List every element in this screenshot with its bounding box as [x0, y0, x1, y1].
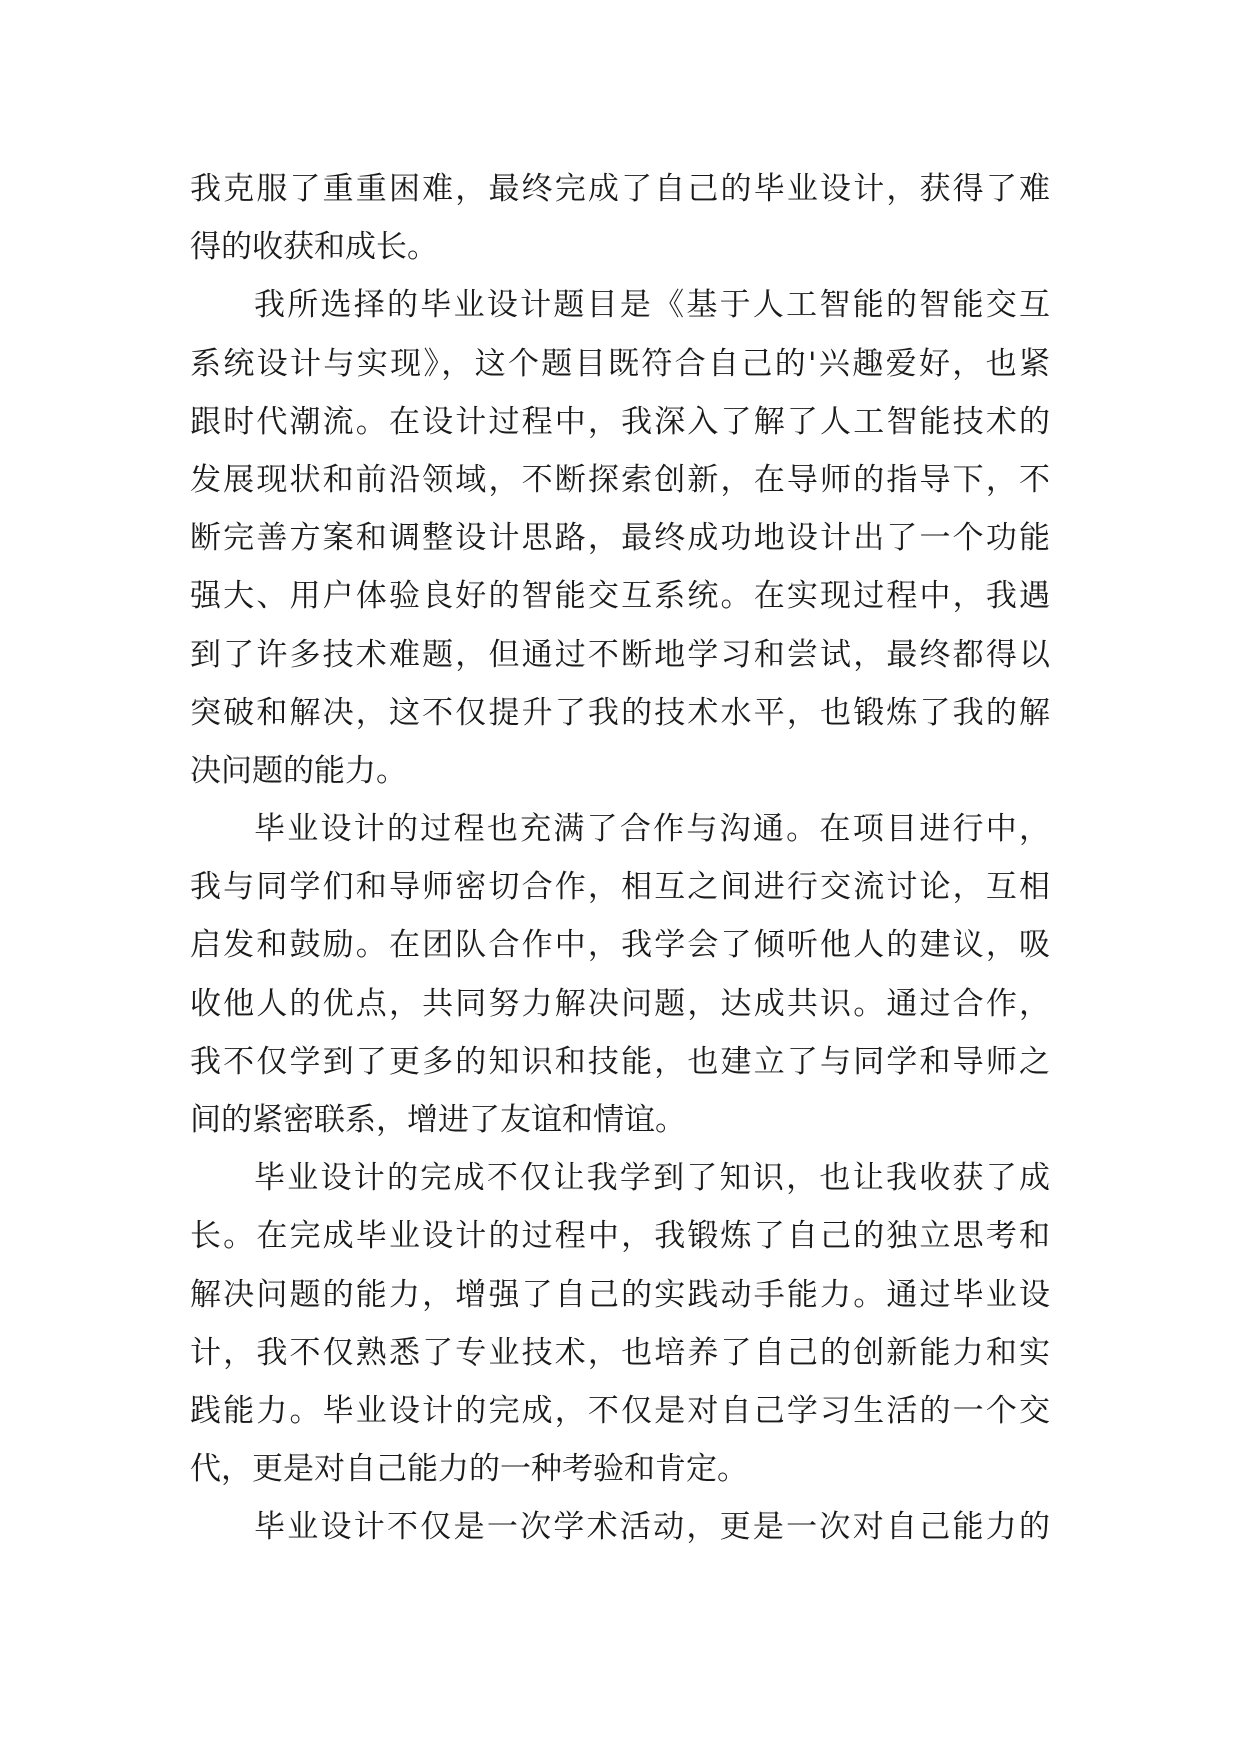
body-text	[190, 160, 1050, 1557]
text-line: 解决问题的能力，增强了自己的实践动手能力。通过毕业设	[190, 1276, 1050, 1313]
text-line: 代，更是对自己能力的一种考验和肯定。	[190, 1451, 748, 1488]
text-line: 践能力。毕业设计的完成，不仅是对自己学习生活的一个交	[190, 1392, 1050, 1429]
text-line: 到了许多技术难题，但通过不断地学习和尝试，最终都得以	[190, 636, 1050, 673]
text-line: 发展现状和前沿领域，不断探索创新，在导师的指导下，不	[190, 461, 1050, 498]
text-line: 我与同学们和导师密切合作，相互之间进行交流讨论，互相	[190, 869, 1050, 906]
text-line: 我不仅学到了更多的知识和技能，也建立了与同学和导师之	[190, 1043, 1050, 1080]
text-line: 系统设计与实现》，这个题目既符合自己的'兴趣爱好，也紧	[190, 345, 1050, 382]
text-line: 跟时代潮流。在设计过程中，我深入了解了人工智能技术的	[190, 403, 1050, 440]
text-line: 突破和解决，这不仅提升了我的技术水平，也锻炼了我的解	[190, 694, 1050, 731]
text-line: 得的收获和成长。	[190, 229, 438, 266]
text-line: 收他人的优点，共同努力解决问题，达成共识。通过合作，	[190, 985, 1050, 1022]
text-line: 我克服了重重困难，最终完成了自己的毕业设计，获得了难	[190, 171, 1050, 207]
paragraph-first-line: 毕业设计的过程也充满了合作与沟通。在项目进行中，	[254, 811, 1050, 848]
text-line: 计，我不仅熟悉了专业技术，也培养了自己的创新能力和实	[190, 1334, 1050, 1371]
text-line: 间的紧密联系，增进了友谊和情谊。	[190, 1102, 686, 1138]
text-line: 断完善方案和调整设计思路，最终成功地设计出了一个功能	[190, 520, 1050, 557]
text-line: 强大、用户体验良好的智能交互系统。在实现过程中，我遇	[190, 578, 1050, 615]
text-line: 启发和鼓励。在团队合作中，我学会了倾听他人的建议，吸	[190, 927, 1050, 964]
paragraph-first-line: 毕业设计不仅是一次学术活动，更是一次对自己能力的	[254, 1509, 1050, 1546]
text-line: 长。在完成毕业设计的过程中，我锻炼了自己的独立思考和	[190, 1218, 1050, 1255]
paragraph-first-line: 毕业设计的完成不仅让我学到了知识，也让我收获了成	[254, 1160, 1050, 1197]
paragraph-first-line: 我所选择的毕业设计题目是《基于人工智能的智能交互	[254, 287, 1050, 324]
text-line: 决问题的能力。	[190, 752, 407, 789]
